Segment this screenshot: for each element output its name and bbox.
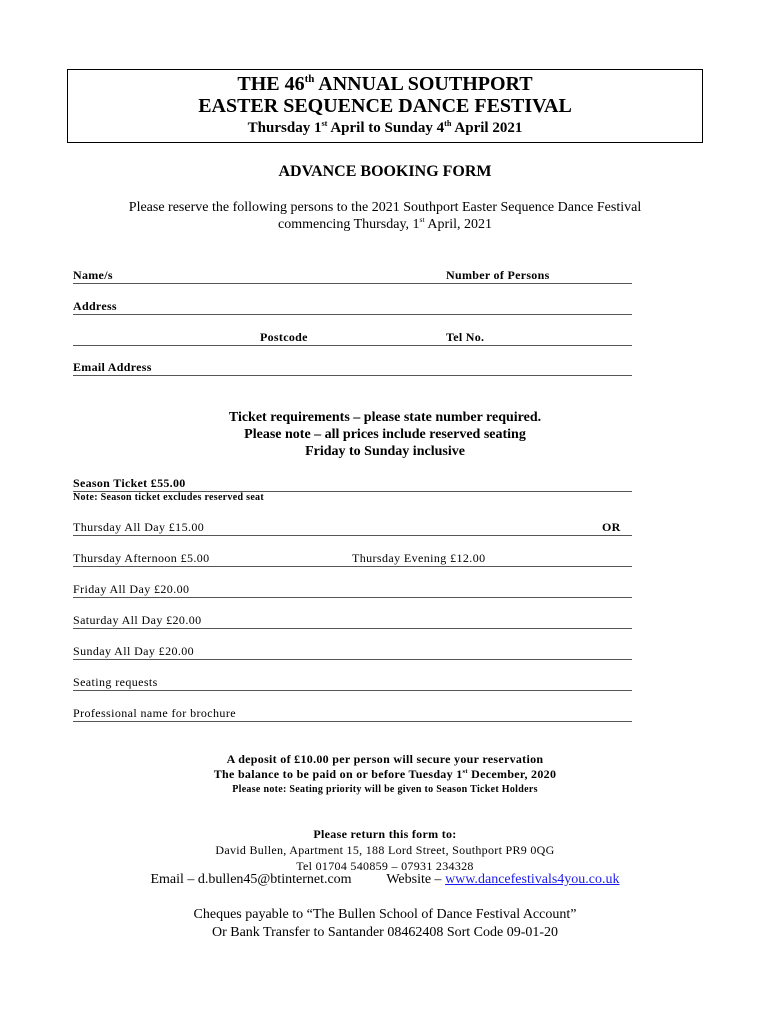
ticket-requirements [0,409,770,460]
dates-sup2: th [444,118,452,128]
sunday-label: Sunday All Day £20.00 [73,644,195,658]
dates-part3: April 2021 [451,120,523,136]
deposit-sup: st [462,768,468,776]
postcode-tel-row[interactable] [73,329,632,346]
dates-sup1: st [321,118,328,128]
thursday-afternoon-label: Thursday Afternoon £5.00 [73,551,210,565]
email-contact: Email – d.bullen45@btinternet.com [150,872,352,887]
website-link[interactable]: www.dancefestivals4you.co.uk [445,872,620,887]
sunday-row[interactable] [73,643,632,660]
thursday-evening-label: Thursday Evening £12.00 [352,551,486,565]
intro-line2-a: commencing Thursday, 1 [278,217,420,232]
form-heading: ADVANCE BOOKING FORM [278,163,492,180]
deposit-line1: A deposit of £10.00 per person will secure your reservation [226,752,544,766]
address-label: Address [73,299,117,313]
dates-part1: Thursday 1 [247,120,322,136]
friday-row[interactable] [73,581,632,598]
payment-info [0,906,770,942]
deposit-line2 [0,767,770,782]
intro-line2-b: April, 2021 [424,217,492,232]
intro-sup: st [419,215,425,225]
postcode-label: Postcode [260,330,308,344]
deposit-line3: Please note: Seating priority will be given to Season Ticket Holders [232,784,538,795]
title-sup: th [304,72,315,85]
bank-transfer-line: Or Bank Transfer to Santander 08462408 Sort Code 09-01-20 [211,925,559,940]
return-address: David Bullen, Apartment 15, 188 Lord Street, Southport PR9 0QG [215,843,555,857]
festival-title-line2: EASTER SEQUENCE DANCE FESTIVAL [198,95,572,117]
season-ticket-note: Note: Season ticket excludes reserved seat [73,492,264,503]
number-of-persons-label: Number of Persons [446,268,550,282]
season-ticket-row[interactable] [73,475,632,492]
tel-label: Tel No. [446,330,485,344]
festival-title-line1 [68,73,702,95]
address-row[interactable] [73,298,632,315]
website-label: Website – [386,872,446,887]
title-text: THE 46 [237,73,305,95]
thursday-split-row[interactable] [73,550,632,567]
return-tel: Tel 01704 540859 – 07931 234328 [296,859,474,873]
names-row[interactable] [73,267,632,284]
deposit-info [0,752,770,797]
return-heading: Please return this form to: [313,827,457,841]
intro-line1: Please reserve the following persons to the 2021 Southport Easter Sequence Dance Festival [128,200,642,215]
saturday-label: Saturday All Day £20.00 [73,613,202,627]
email-label: Email Address [73,360,152,374]
saturday-row[interactable] [73,612,632,629]
ticket-line3: Friday to Sunday inclusive [305,444,465,459]
thursday-all-day-label: Thursday All Day £15.00 [73,520,205,534]
dates-part2: April to Sunday 4 [327,120,445,136]
ticket-line2: Please note – all prices include reserved seating [244,427,526,442]
friday-label: Friday All Day £20.00 [73,582,190,596]
thursday-all-day-row[interactable] [73,519,632,536]
seating-requests-label: Seating requests [73,675,158,689]
email-row[interactable] [73,359,632,376]
seating-requests-row[interactable] [73,674,632,691]
ticket-line1: Ticket requirements – please state number required. [228,410,542,425]
season-ticket-label: Season Ticket £55.00 [73,476,186,490]
professional-name-label: Professional name for brochure [73,706,236,720]
deposit-line2-a: The balance to be paid on or before Tuesday 1 [213,767,463,781]
or-label: OR [602,520,621,534]
title-box [67,69,703,143]
intro-line2 [0,216,770,233]
festival-dates [68,118,702,138]
names-label: Name/s [73,268,113,282]
contact-line [0,872,770,888]
deposit-line2-b: December, 2020 [467,767,557,781]
title-text-2: ANNUAL SOUTHPORT [314,73,533,95]
cheques-line: Cheques payable to “The Bullen School of Dance Festival Account” [193,907,577,922]
professional-name-row[interactable] [73,705,632,722]
intro-text [0,199,770,233]
return-info [0,826,770,874]
